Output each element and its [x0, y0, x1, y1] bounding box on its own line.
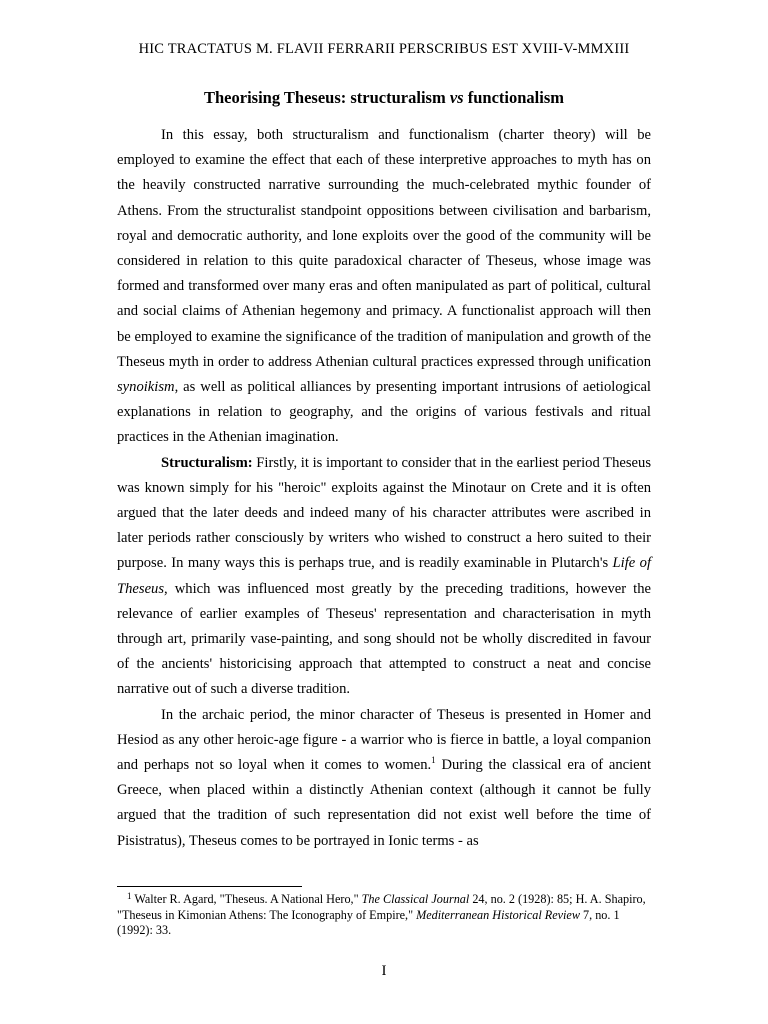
footnote-journal-2: Mediterranean Historical Review — [416, 907, 580, 922]
page-number: I — [381, 963, 387, 979]
footnote-text-a: Walter R. Agard, "Theseus. A National Hero," — [131, 892, 362, 906]
footnote-number: 1 — [127, 891, 132, 901]
paragraph-archaic-text-b: During the classical era of ancient Greece, when placed within a distinctly Athenian context (although it cannot be fully argued that the tradition of such representation did not exist well before the time of Pisistratus), Theseus comes to be portrayed in Ionic terms - as — [117, 757, 652, 849]
title-part-2: functionalism — [463, 88, 564, 107]
section-heading-structuralism: Structuralism: — [161, 454, 253, 471]
paragraph-structuralism-text-b: , which was influenced most greatly by the preceding traditions, however the relevance of earlier examples of Theseus' representation and characterisation in myth through art, primarily vase-painting, and song should not be wholly discredited in favour of the ancients' historicising approach that attempted to construct a neat and concise narrative out of such a diverse tradition. — [117, 580, 651, 698]
footnote-separator — [117, 886, 302, 887]
paragraph-archaic-period — [117, 703, 651, 854]
paragraph-structuralism — [117, 451, 651, 703]
body-text — [117, 123, 651, 854]
term-synoikism: synoikism — [117, 379, 175, 396]
essay-title — [0, 88, 768, 108]
footnote-reference[interactable]: 1 — [431, 755, 436, 766]
paragraph-intro-text-b: , as well as political alliances by presenting important intrusions of aetiological explanations in relation to geography, and the origins of various festivals and ritual practices in the Athenian imagination. — [117, 379, 651, 446]
paragraph-intro — [117, 123, 651, 451]
title-part-1: Theorising Theseus: structuralism — [204, 88, 450, 107]
footnote-text-c: 7, no. 1 (1992): 33. — [117, 907, 620, 938]
paragraph-structuralism-text-a: Firstly, it is important to consider that in the earliest period Theseus was known simply for his "heroic" exploits against the Minotaur on Crete and it is often argued that the later deeds and indeed many of his character attributes were ascribed in later periods rather consciously by writers who wished to construct a hero suited to their purpose. In many ways this is perhaps true, and is readily examinable in Plutarch's — [117, 454, 651, 572]
footnote-1 — [117, 892, 651, 939]
footnote-text-b: 24, no. 2 (1928): 85; H. A. Shapiro, "Theseus in Kimonian Athens: The Iconography of Empire," — [117, 892, 646, 922]
footnote-journal-1: The Classical Journal — [361, 892, 470, 906]
work-title-life-of-theseus: Life of Theseus — [117, 555, 652, 597]
paragraph-archaic-text-a: In the archaic period, the minor character of Theseus is presented in Homer and Hesiod as any other heroic-age figure - a warrior who is fierce in battle, a loyal companion and perhaps not so loyal when it comes to women. — [117, 706, 651, 774]
running-header: HIC TRACTATUS M. FLAVII FERRARII PERSCRIBUS EST XVIII-V-MMXIII — [138, 41, 630, 57]
paragraph-intro-text-a: In this essay, both structuralism and functionalism (charter theory) will be employed to examine the effect that each of these interpretive approaches to myth has on the heavily constructed narrative surrounding the much-celebrated mythic founder of Athens. From the structuralist standpoint oppositions between civilisation and barbarism, royal and democratic authority, and lone exploits over the good of the community will be considered in relation to this quite paradoxical character of Theseus, whose image was formed and transformed over many eras and often manipulated as part of political, cultural and social claims of Athenian hegemony and primacy. A functionalist approach will then be employed to examine the significance of the tradition of manipulation and growth of the Theseus myth in order to address Athenian cultural practices expressed through unification — [117, 127, 651, 370]
title-vs: vs — [449, 88, 464, 107]
